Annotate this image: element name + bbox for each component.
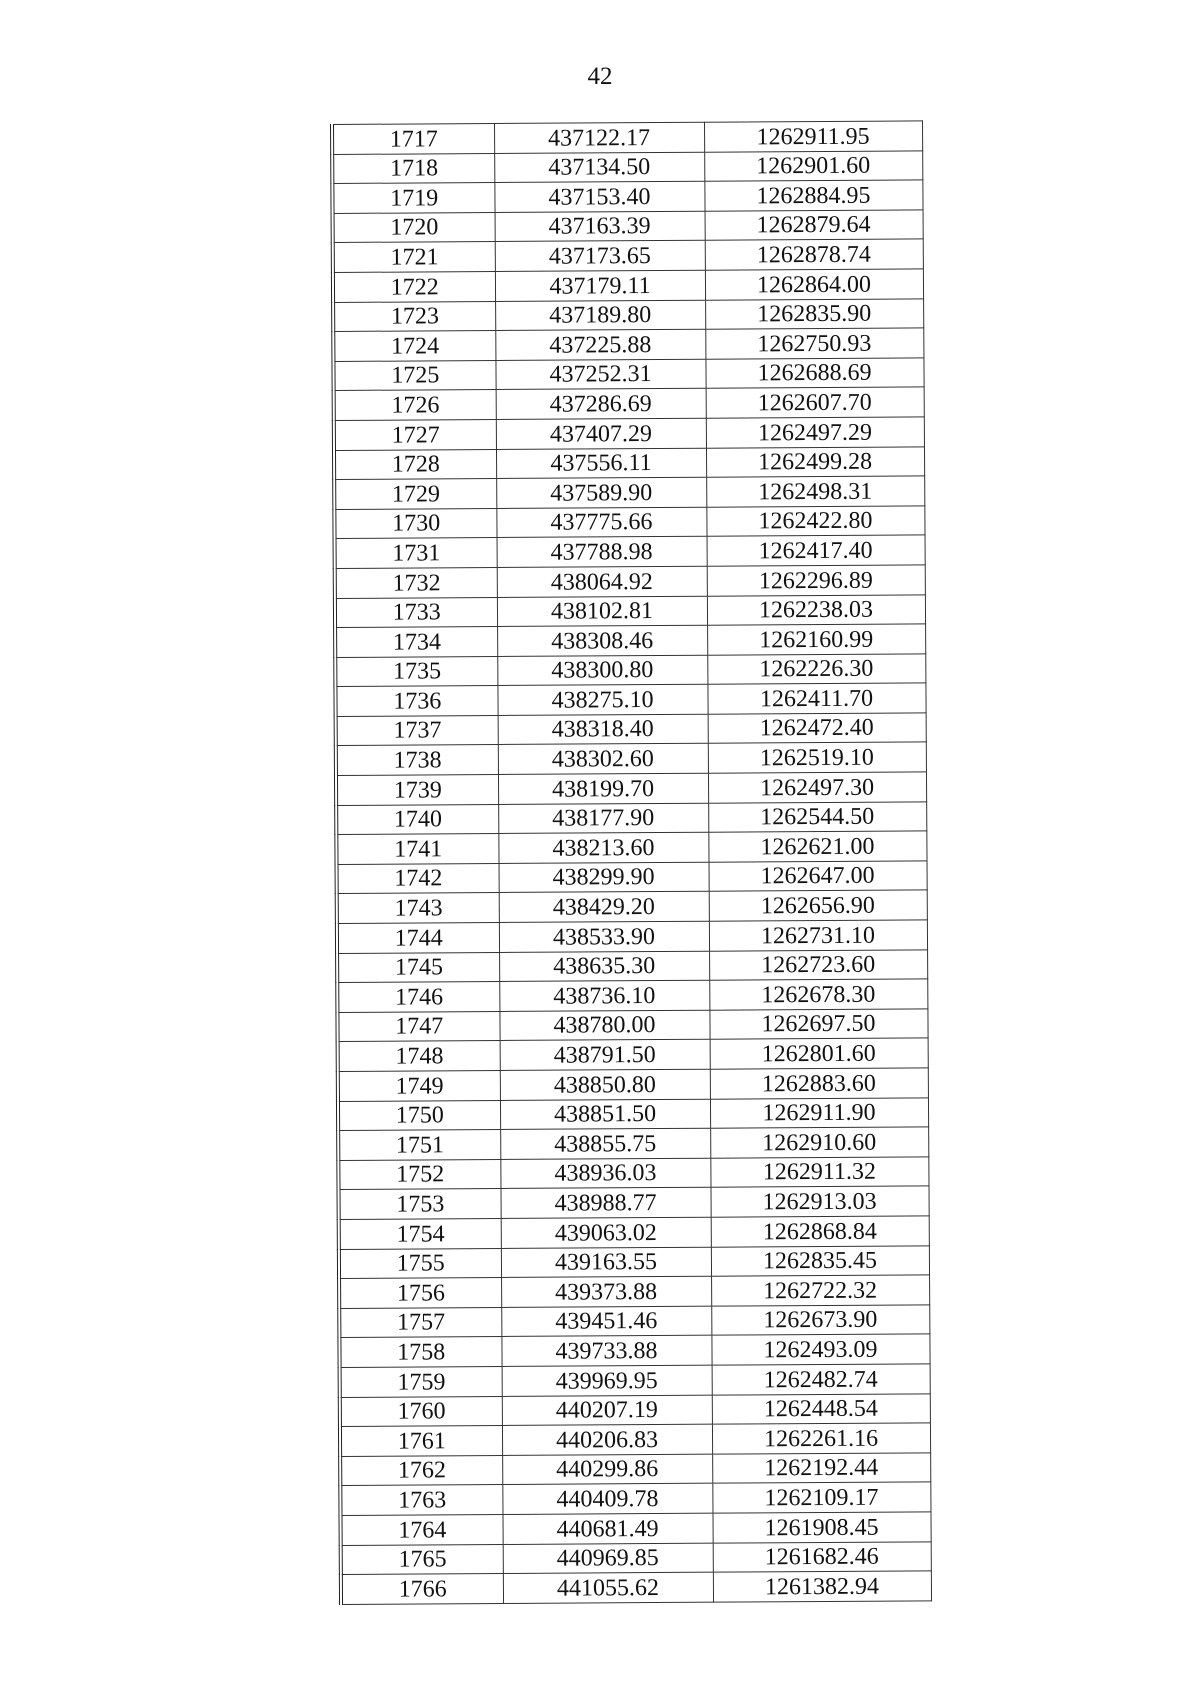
y-coordinate-cell: 1262678.30 (709, 979, 927, 1010)
y-coordinate-cell: 1262884.95 (704, 180, 922, 211)
y-coordinate-cell: 1262835.45 (711, 1245, 929, 1276)
table-row (337, 920, 927, 953)
table-row (334, 476, 924, 509)
table-row (337, 979, 927, 1012)
x-coordinate-cell: 437173.65 (495, 241, 705, 272)
y-coordinate-cell: 1262913.03 (711, 1186, 929, 1217)
x-coordinate-cell: 438988.77 (501, 1188, 711, 1219)
table-row (339, 1275, 929, 1308)
y-coordinate-cell: 1262499.28 (706, 446, 924, 477)
x-coordinate-cell: 438936.03 (500, 1158, 710, 1189)
table-row (335, 624, 925, 657)
y-coordinate-cell: 1262910.60 (710, 1127, 928, 1158)
table-row (334, 506, 924, 539)
x-coordinate-cell: 438308.46 (497, 625, 707, 656)
table-row (333, 358, 923, 391)
point-number-cell: 1738 (336, 745, 498, 776)
y-coordinate-cell: 1262261.16 (712, 1423, 930, 1454)
x-coordinate-cell: 439163.55 (501, 1247, 711, 1278)
x-coordinate-cell: 440969.85 (503, 1543, 713, 1574)
y-coordinate-cell: 1262911.95 (704, 121, 922, 152)
table-row (335, 535, 925, 568)
point-number-cell: 1725 (333, 360, 495, 391)
y-coordinate-cell: 1262417.40 (707, 535, 925, 566)
point-number-cell: 1730 (334, 508, 496, 539)
x-coordinate-cell: 437179.11 (495, 270, 705, 301)
point-number-cell: 1764 (340, 1514, 502, 1545)
y-coordinate-cell: 1262868.84 (711, 1216, 929, 1247)
table-row (341, 1571, 931, 1604)
x-coordinate-cell: 437189.80 (495, 300, 705, 331)
y-coordinate-cell: 1262621.00 (708, 831, 926, 862)
x-coordinate-cell: 440207.19 (502, 1395, 712, 1426)
y-coordinate-cell: 1262497.29 (706, 417, 924, 448)
y-coordinate-cell: 1261382.94 (713, 1571, 931, 1602)
y-coordinate-cell: 1261682.46 (713, 1541, 931, 1572)
point-number-cell: 1727 (334, 419, 496, 450)
point-number-cell: 1729 (334, 479, 496, 510)
y-coordinate-cell: 1262160.99 (707, 624, 925, 655)
table-row (333, 269, 923, 302)
table-row (341, 1541, 931, 1574)
y-coordinate-cell: 1262226.30 (707, 654, 925, 685)
y-coordinate-cell: 1262448.54 (712, 1393, 930, 1424)
x-coordinate-cell: 437122.17 (494, 122, 704, 153)
table-row (337, 890, 927, 923)
table-row (334, 387, 924, 420)
point-number-cell: 1745 (337, 952, 499, 983)
point-number-cell: 1732 (335, 567, 497, 598)
y-coordinate-cell: 1262801.60 (710, 1038, 928, 1069)
y-coordinate-cell: 1262296.89 (707, 565, 925, 596)
table-row (339, 1245, 929, 1278)
x-coordinate-cell: 437252.31 (495, 359, 705, 390)
table-row (338, 1038, 928, 1071)
table-row (338, 1068, 928, 1101)
y-coordinate-cell: 1262911.32 (710, 1157, 928, 1188)
table-row (332, 121, 922, 154)
point-number-cell: 1766 (341, 1574, 503, 1605)
point-number-cell: 1721 (333, 242, 495, 273)
point-number-cell: 1747 (337, 1011, 499, 1042)
point-number-cell: 1724 (333, 331, 495, 362)
table-row (340, 1423, 930, 1456)
table-row (333, 328, 923, 361)
point-number-cell: 1728 (334, 449, 496, 480)
point-number-cell: 1736 (335, 686, 497, 717)
y-coordinate-cell: 1262472.40 (708, 713, 926, 744)
x-coordinate-cell: 438736.10 (499, 980, 709, 1011)
x-coordinate-cell: 440681.49 (502, 1513, 712, 1544)
y-coordinate-cell: 1262731.10 (709, 920, 927, 951)
table-row (335, 565, 925, 598)
table-row (338, 1097, 928, 1130)
x-coordinate-cell: 437163.39 (495, 211, 705, 242)
page-number: 42 (587, 63, 613, 90)
table-row (333, 210, 923, 243)
table-row (338, 1157, 928, 1190)
point-number-cell: 1731 (335, 538, 497, 569)
point-number-cell: 1739 (336, 775, 498, 806)
y-coordinate-cell: 1262498.31 (706, 476, 924, 507)
y-coordinate-cell: 1262411.70 (707, 683, 925, 714)
point-number-cell: 1734 (335, 627, 497, 658)
table-row (337, 861, 927, 894)
y-coordinate-cell: 1262607.70 (706, 387, 924, 418)
table-row (337, 1009, 927, 1042)
point-number-cell: 1749 (338, 1070, 500, 1101)
point-number-cell: 1733 (335, 597, 497, 628)
point-number-cell: 1757 (339, 1307, 501, 1338)
y-coordinate-cell: 1262422.80 (706, 506, 924, 537)
x-coordinate-cell: 438780.00 (499, 1010, 709, 1041)
y-coordinate-cell: 1262238.03 (707, 594, 925, 625)
table-row (340, 1453, 930, 1486)
y-coordinate-cell: 1262673.90 (711, 1305, 929, 1336)
y-coordinate-cell: 1262883.60 (710, 1068, 928, 1099)
table-row (340, 1364, 930, 1397)
x-coordinate-cell: 438064.92 (497, 566, 707, 597)
x-coordinate-cell: 438199.70 (498, 773, 708, 804)
table-row (334, 446, 924, 479)
y-coordinate-cell: 1262192.44 (712, 1453, 930, 1484)
table-row (336, 742, 926, 775)
point-number-cell: 1761 (340, 1426, 502, 1457)
x-coordinate-cell: 438855.75 (500, 1128, 710, 1159)
x-coordinate-cell: 440206.83 (502, 1424, 712, 1455)
point-number-cell: 1758 (339, 1337, 501, 1368)
x-coordinate-cell: 438102.81 (497, 596, 707, 627)
x-coordinate-cell: 441055.62 (503, 1572, 713, 1603)
table-row (339, 1334, 929, 1367)
y-coordinate-cell: 1262864.00 (705, 269, 923, 300)
point-number-cell: 1763 (340, 1485, 502, 1516)
point-number-cell: 1720 (333, 212, 495, 243)
x-coordinate-cell: 439733.88 (501, 1336, 711, 1367)
x-coordinate-cell: 438177.90 (498, 803, 708, 834)
point-number-cell: 1717 (332, 123, 494, 154)
x-coordinate-cell: 437225.88 (495, 329, 705, 360)
x-coordinate-cell: 438635.30 (499, 951, 709, 982)
point-number-cell: 1737 (336, 715, 498, 746)
table-row (335, 654, 925, 687)
point-number-cell: 1735 (335, 656, 497, 687)
y-coordinate-cell: 1262493.09 (711, 1334, 929, 1365)
x-coordinate-cell: 438299.90 (499, 862, 709, 893)
x-coordinate-cell: 438300.80 (497, 655, 707, 686)
point-number-cell: 1762 (340, 1455, 502, 1486)
y-coordinate-cell: 1262482.74 (712, 1364, 930, 1395)
x-coordinate-cell: 437153.40 (494, 181, 704, 212)
y-coordinate-cell: 1262519.10 (708, 742, 926, 773)
x-coordinate-cell: 437134.50 (494, 152, 704, 183)
table-row (336, 713, 926, 746)
table-row (335, 683, 925, 716)
y-coordinate-cell: 1262697.50 (709, 1009, 927, 1040)
x-coordinate-cell: 438213.60 (498, 832, 708, 863)
point-number-cell: 1742 (337, 863, 499, 894)
table-row (336, 802, 926, 835)
y-coordinate-cell: 1262544.50 (708, 802, 926, 833)
y-coordinate-cell: 1262878.74 (705, 239, 923, 270)
point-number-cell: 1751 (338, 1130, 500, 1161)
point-number-cell: 1756 (339, 1278, 501, 1309)
y-coordinate-cell: 1262497.30 (708, 772, 926, 803)
y-coordinate-cell: 1261908.45 (712, 1512, 930, 1543)
point-number-cell: 1741 (336, 834, 498, 865)
x-coordinate-cell: 437788.98 (497, 537, 707, 568)
x-coordinate-cell: 440409.78 (502, 1484, 712, 1515)
x-coordinate-cell: 440299.86 (502, 1454, 712, 1485)
x-coordinate-cell: 437556.11 (496, 448, 706, 479)
y-coordinate-cell: 1262722.32 (711, 1275, 929, 1306)
table-row (332, 150, 922, 183)
y-coordinate-cell: 1262656.90 (709, 890, 927, 921)
point-number-cell: 1753 (339, 1189, 501, 1220)
table-row (336, 831, 926, 864)
table-row (339, 1216, 929, 1249)
table-row (340, 1393, 930, 1426)
x-coordinate-cell: 438850.80 (500, 1069, 710, 1100)
x-coordinate-cell: 438791.50 (500, 1040, 710, 1071)
table-row (334, 417, 924, 450)
table-row (335, 594, 925, 627)
coordinates-table (330, 120, 932, 1604)
x-coordinate-cell: 439969.95 (502, 1365, 712, 1396)
y-coordinate-cell: 1262750.93 (705, 328, 923, 359)
point-number-cell: 1752 (338, 1159, 500, 1190)
point-number-cell: 1726 (334, 390, 496, 421)
y-coordinate-cell: 1262109.17 (712, 1482, 930, 1513)
x-coordinate-cell: 438275.10 (497, 684, 707, 715)
coordinates-table-body (332, 121, 931, 1604)
point-number-cell: 1765 (341, 1544, 503, 1575)
table-row (339, 1186, 929, 1219)
x-coordinate-cell: 438851.50 (500, 1099, 710, 1130)
x-coordinate-cell: 437407.29 (496, 418, 706, 449)
point-number-cell: 1755 (339, 1248, 501, 1279)
point-number-cell: 1760 (340, 1396, 502, 1427)
x-coordinate-cell: 439063.02 (501, 1217, 711, 1248)
point-number-cell: 1723 (333, 301, 495, 332)
point-number-cell: 1718 (332, 153, 494, 184)
point-number-cell: 1740 (336, 804, 498, 835)
point-number-cell: 1722 (333, 271, 495, 302)
point-number-cell: 1744 (337, 923, 499, 954)
y-coordinate-cell: 1262647.00 (709, 861, 927, 892)
table-row (336, 772, 926, 805)
y-coordinate-cell: 1262911.90 (710, 1097, 928, 1128)
point-number-cell: 1719 (332, 183, 494, 214)
x-coordinate-cell: 437775.66 (496, 507, 706, 538)
table-row (332, 180, 922, 213)
table-row (333, 298, 923, 331)
point-number-cell: 1754 (339, 1218, 501, 1249)
y-coordinate-cell: 1262723.60 (709, 949, 927, 980)
y-coordinate-cell: 1262879.64 (705, 210, 923, 241)
x-coordinate-cell: 438533.90 (499, 921, 709, 952)
x-coordinate-cell: 438318.40 (498, 714, 708, 745)
x-coordinate-cell: 437589.90 (496, 477, 706, 508)
point-number-cell: 1750 (338, 1100, 500, 1131)
point-number-cell: 1748 (338, 1041, 500, 1072)
table-row (338, 1127, 928, 1160)
x-coordinate-cell: 437286.69 (496, 389, 706, 420)
y-coordinate-cell: 1262901.60 (704, 150, 922, 181)
point-number-cell: 1743 (337, 893, 499, 924)
x-coordinate-cell: 438302.60 (498, 744, 708, 775)
y-coordinate-cell: 1262688.69 (705, 358, 923, 389)
point-number-cell: 1759 (340, 1366, 502, 1397)
y-coordinate-cell: 1262835.90 (705, 298, 923, 329)
table-row (333, 239, 923, 272)
table-row (340, 1482, 930, 1515)
point-number-cell: 1746 (337, 982, 499, 1013)
table-row (339, 1305, 929, 1338)
table-row (340, 1512, 930, 1545)
x-coordinate-cell: 439373.88 (501, 1276, 711, 1307)
table-row (337, 949, 927, 982)
x-coordinate-cell: 439451.46 (501, 1306, 711, 1337)
x-coordinate-cell: 438429.20 (499, 892, 709, 923)
